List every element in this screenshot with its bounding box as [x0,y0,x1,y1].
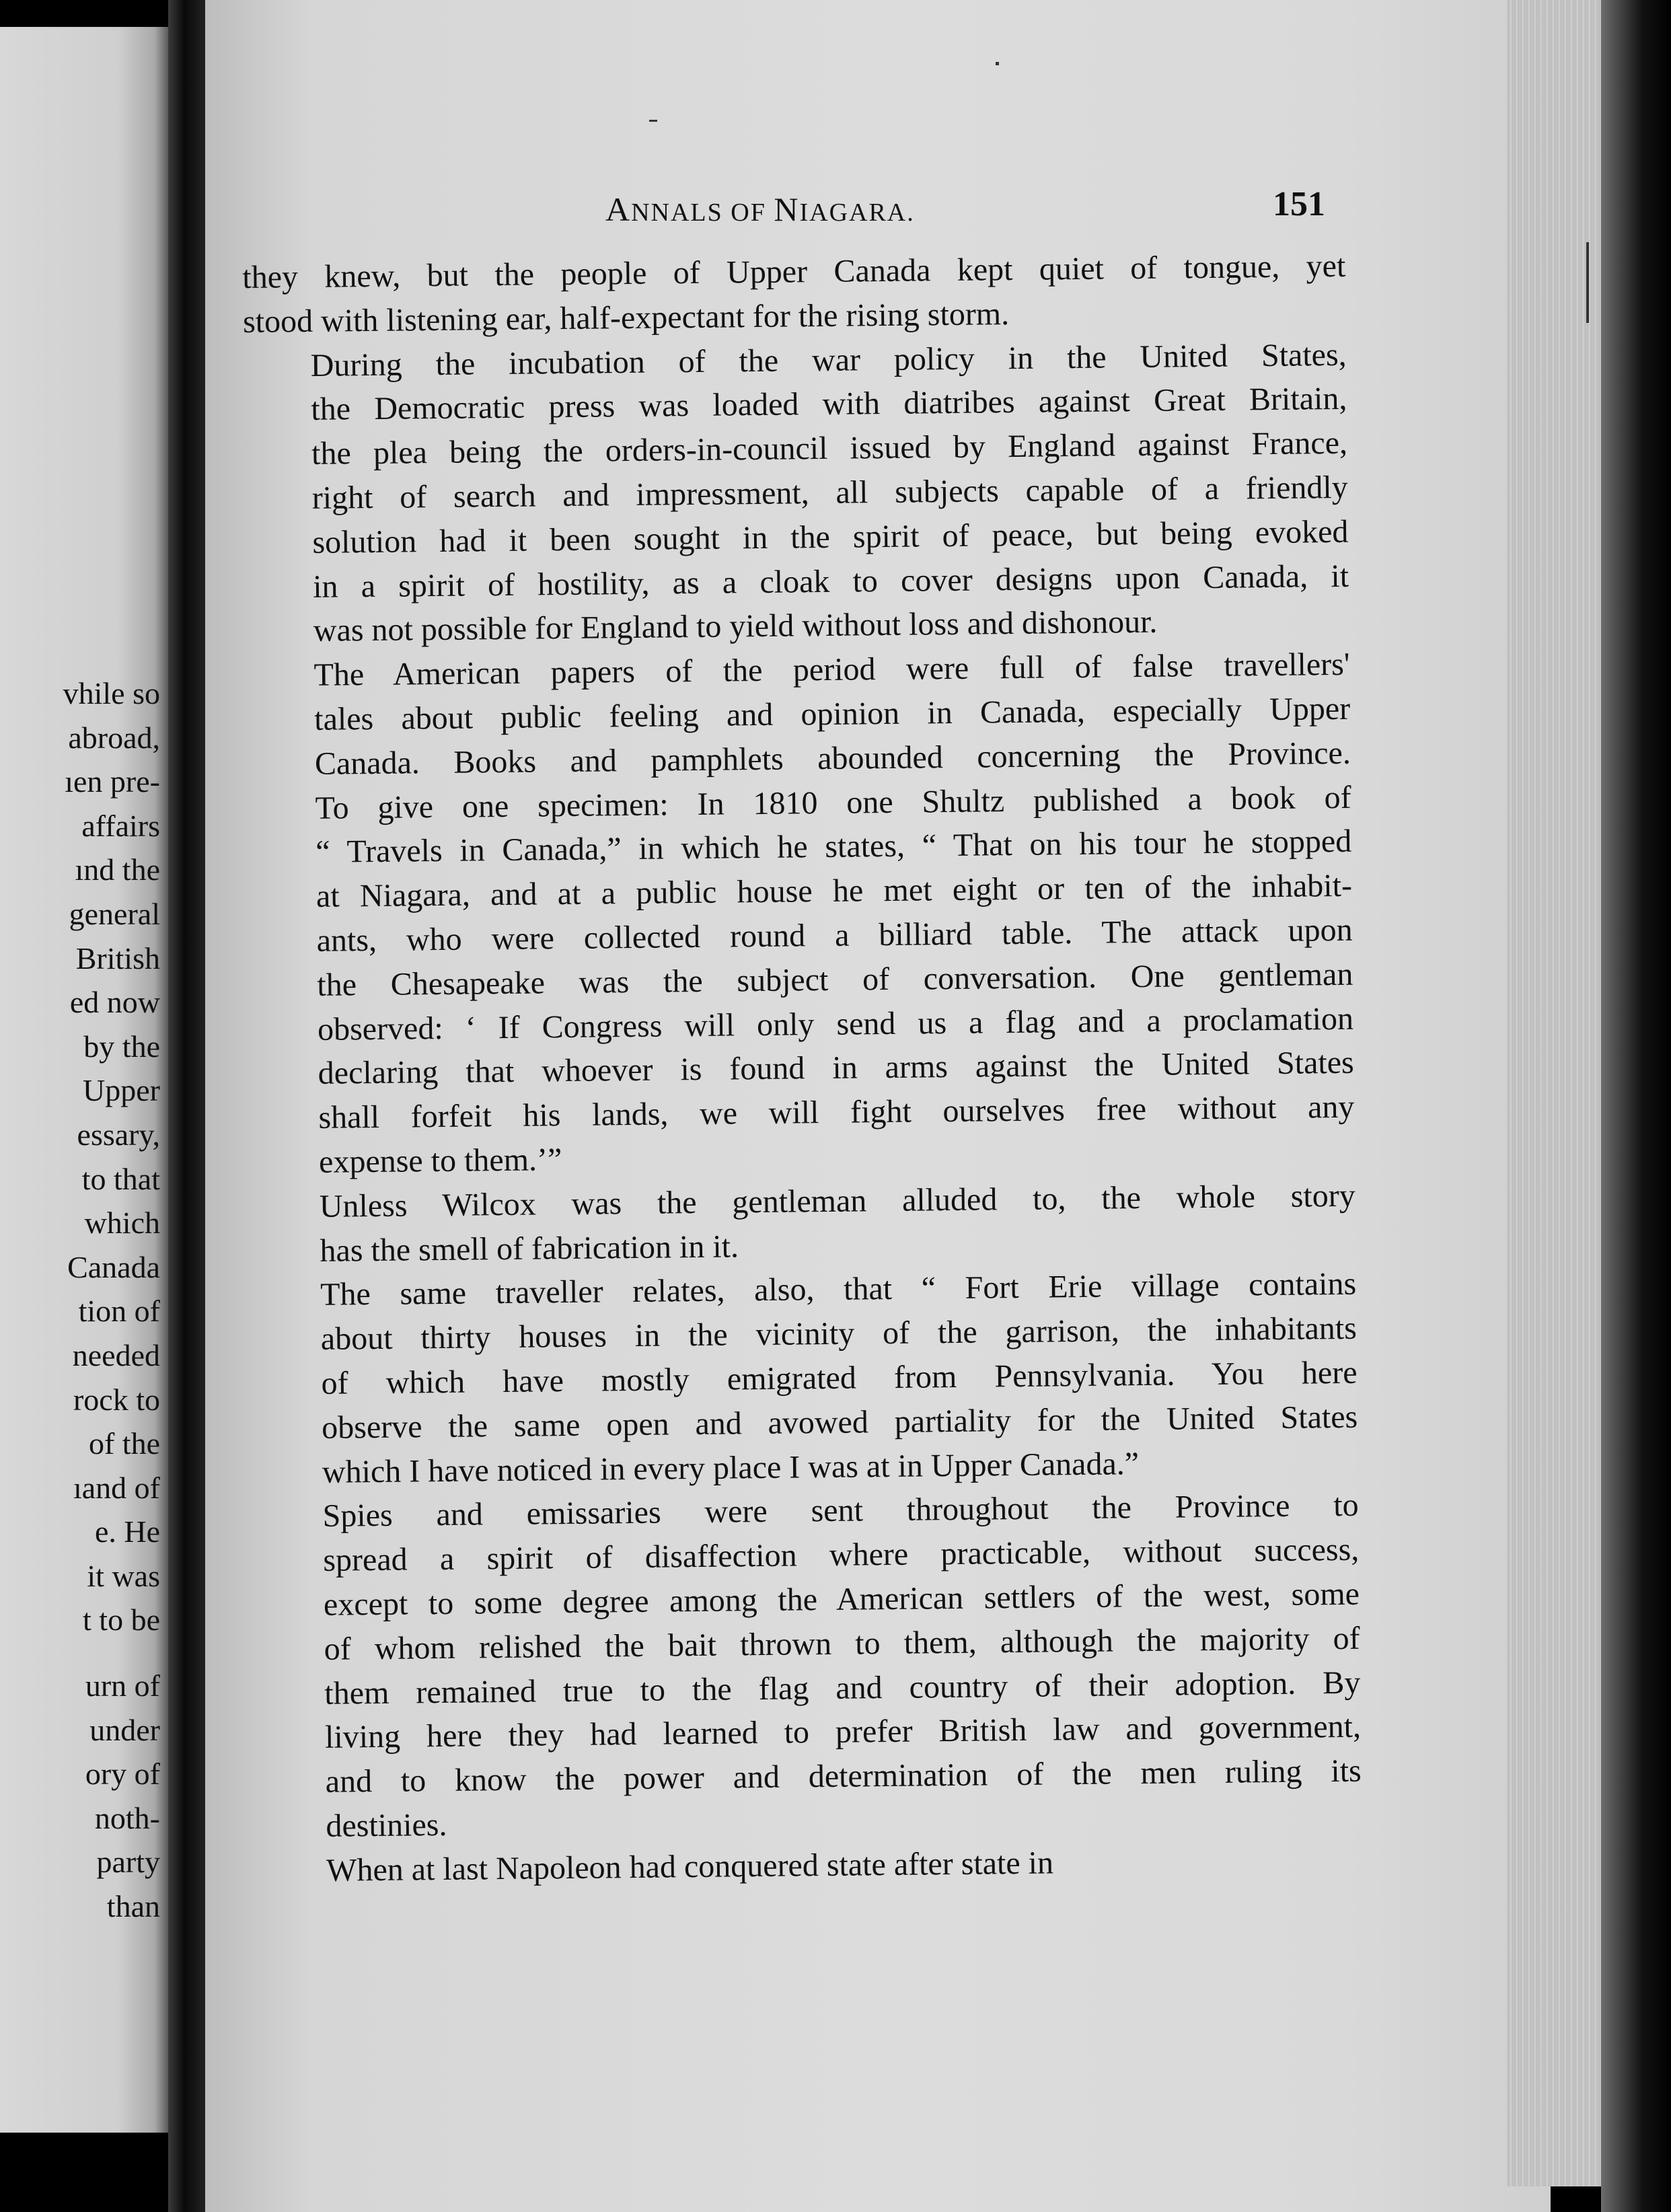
text-line: except to some degree among the American settlers of the west, some [323,1576,1360,1623]
left-page-line: needed [72,1337,160,1372]
text-line: the Chesapeake was the subject of conversation. One gentleman [317,956,1353,1003]
left-page-line: by the [83,1029,160,1064]
text-line: observed: ‘ If Congress will only send us a flag and a proclamation [317,1000,1354,1047]
text-line: stood with listening ear, half-expectant for the rising storm. [242,295,1010,340]
left-page-line: ıen pre- [65,764,160,799]
left-page-line: it was [87,1558,160,1593]
text-line: them remained true to the flag and country of their adoption. By [324,1664,1361,1711]
running-title-initial: A [605,190,632,228]
left-page-line: party [96,1845,160,1880]
left-page-line: British [75,941,160,975]
left-page-line: ed now [69,985,160,1020]
running-title-smallcaps: NNALS OF [631,198,774,227]
body-text [242,244,1362,1894]
text-line: “ Travels in Canada,” in which he states, “ That on his tour he stopped [315,823,1352,871]
text-line: of whom relished the bait thrown to them, although the majority of [324,1620,1360,1667]
text-line: To give one specimen: In 1810 one Shultz published a book of [315,779,1351,826]
margin-rule-mark [1586,242,1589,323]
left-page-line: of the [88,1426,160,1461]
text-line: declaring that whoever is found in arms against the United States [318,1045,1354,1092]
paragraph [255,1483,1362,1849]
left-page-line: to that [81,1161,160,1196]
left-page-line: affairs [81,808,160,843]
left-page-line: urn of [85,1668,160,1703]
text-line: shall forfeit his lands, we will fight ourselves free without any [318,1089,1355,1136]
text-line: The American papers of the period were full of false travellers' [313,646,1350,694]
left-page-line: abroad, [68,720,160,755]
text-line: ants, who were collected round a billiard table. The attack upon [316,912,1353,959]
text-line: When at last Napoleon had conquered state after state in [326,1845,1054,1888]
page-fore-edges [1507,0,1608,2186]
text-line: expense to them.’” [318,1142,562,1180]
text-line: about thirty houses in the vicinity of the garrison, the inhabitants [320,1310,1358,1357]
left-page-fragment [0,27,168,2133]
left-page-line: ıand of [73,1470,160,1505]
text-line: Unless Wilcox was the gentleman alluded to, the whole story [319,1177,1356,1224]
paragraph [252,1173,1356,1274]
left-page-line: general [69,896,160,931]
left-page-line: vhile so [63,676,160,710]
text-line: Spies and emissaries were sent throughout the Province to [322,1487,1359,1535]
left-page-line: essary, [77,1117,160,1152]
scan-speck [996,62,999,65]
book-gutter [168,0,205,2212]
left-page-line: noth- [94,1800,160,1835]
text-line: tales about public feeling and opinion in Canada, especially Upper [313,690,1351,737]
text-line: was not possible for England to yield without loss and dishonour. [313,604,1158,649]
text-line: in a spirit of hostility, as a cloak to cover designs upon Canada, it [312,558,1349,605]
left-page-line: Upper [83,1073,160,1108]
page-edge-shadow [1601,0,1671,2212]
left-page-line: ory of [85,1757,160,1792]
left-page-line: e. He [94,1514,160,1549]
text-line: solution had it been sought in the spirit of peace, but being evoked [312,513,1349,560]
text-line: observe the same open and avowed partiality for the United States [321,1399,1358,1446]
paragraph [246,642,1355,1185]
left-page-line: Canada [67,1249,160,1284]
text-line: living here they had learned to prefer British law and government, [324,1709,1362,1756]
text-line: The same traveller relates, also, that “ Fort Erie village contains [320,1266,1357,1313]
text-line: has the smell of fabrication in it. [320,1228,739,1269]
left-page-line: tion of [78,1294,160,1329]
text-line: of which have mostly emigrated from Pennsylvania. You here [321,1354,1358,1401]
text-line: and to know the power and determination of the men ruling its [325,1753,1362,1800]
left-page-line: ınd the [75,852,160,887]
running-title [605,190,915,229]
text-line: spread a spirit of disaffection where practicable, without success, [323,1531,1360,1578]
running-title-smallcaps: IAGARA. [799,198,915,227]
text-line: the Democratic press was loaded with diatribes against Great Britain, [311,381,1347,428]
left-page-line: which [84,1206,160,1241]
text-line: destinies. [326,1806,447,1844]
left-page-line: rock to [73,1382,160,1417]
text-line: During the incubation of the war policy in the United States, [310,336,1347,383]
text-line: they knew, but the people of Upper Canada kept quiet of tongue, yet [242,248,1346,295]
text-line: right of search and impressment, all subjects capable of a friendly [311,469,1348,516]
text-line: at Niagara, and at a public house he met eight or ten of the inhabit- [315,867,1353,915]
text-line: which I have noticed in every place I was at in Upper Canada.” [322,1445,1140,1490]
running-title-initial: N [774,190,800,228]
page-number: 151 [1273,185,1325,223]
left-page-text [63,671,160,1929]
left-page-line [63,1642,160,1664]
left-page-line: than [106,1889,160,1924]
left-page-line: under [89,1712,160,1747]
paragraph [253,1262,1358,1495]
paragraph [242,244,1346,344]
paragraph [243,332,1349,654]
scan-speck [649,120,657,122]
text-line: Canada. Books and pamphlets abounded concerning the Province. [314,735,1351,782]
text-line: the plea being the orders-in-council issued by England against France, [311,425,1348,472]
left-page-line: t to be [83,1602,160,1637]
